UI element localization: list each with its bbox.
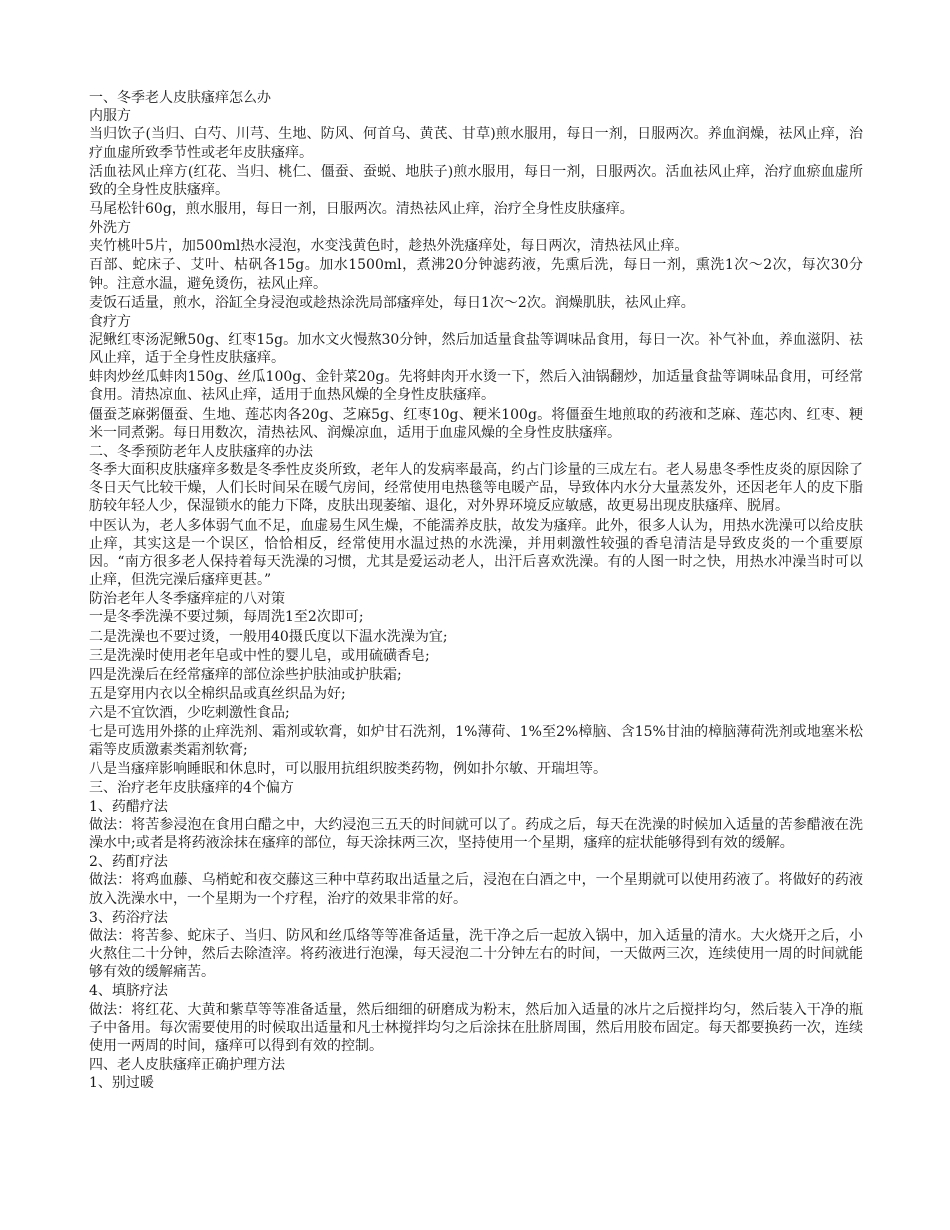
subheading-wine: 2、药酊疗法 [89, 854, 168, 871]
subheading-diet: 食疗方 [89, 313, 131, 330]
paragraph: 做法：将鸡血藤、乌梢蛇和夜交藤这三种中草药取出适量之后，浸泡在白酒之中，一个星期就可以使用药液了。将做好的药液放入洗澡水中，一个星期为一个疗程，治疗的效果非常的好。 [89, 872, 863, 907]
paragraph: 八是当瘙痒影响睡眠和休息时，可以服用抗组织胺类药物，例如扑尔敏、开瑞坦等。 [89, 761, 607, 778]
paragraph: 做法：将苦参、蛇床子、当归、防风和丝瓜络等等准备适量，洗干净之后一起放入锅中，加入适量的清水。大火烧开之后，小火熬住二十分钟，然后去除渣滓。将药液进行泡澡，每天浸泡二十分钟左右的时间，一天做两三次，连续使用一周的时间就能够有效的缓解痛苦。 [89, 927, 863, 981]
paragraph: 马尾松针60g，煎水服用，每日一剂，日服两次。清热祛风止痒，治疗全身性皮肤瘙痒。 [89, 201, 634, 217]
paragraph: 做法：将苦参浸泡在食用白醋之中，大约浸泡三五天的时间就可以了。药成之后，每天在洗澡的时候加入适量的苦参醋液在洗澡水中;或者是将药液涂抹在瘙痒的部位，每天涂抹两三次，坚持使用一个星期，瘙痒的症状能够得到有效的缓解。 [89, 816, 863, 852]
paragraph: 泥鳅红枣汤泥鳅50g、红枣15g。加水文火慢熬30分钟，然后加适量食盐等调味品食用，每日一次。补气补血，养血滋阴、祛风止痒，适于全身性皮肤瘙痒。 [89, 331, 863, 367]
subheading-vinegar: 1、药醋疗法 [89, 798, 168, 815]
paragraph: 冬季大面积皮肤瘙痒多数是冬季性皮炎所致，老年人的发病率最高，约占门诊量的三成左右。老人易患冬季性皮炎的原因除了冬日天气比较干燥，人们长时间呆在暖气房间，经常使用电热毯等电暖产品，导致体内水分大量蒸发外，还因老年人的皮下脂肪较年轻人少，保湿锁水的能力下降，皮肤出现萎缩、退化，对外界环境反应敏感，故更易出现皮肤瘙痒、脱屑。 [89, 462, 863, 515]
paragraph: 中医认为，老人多体弱气血不足，血虚易生风生燥，不能濡养皮肤，故发为瘙痒。此外，很多人认为，用热水洗澡可以给皮肤止痒，其实这是一个误区，恰恰相反，经常使用水温过热的水洗澡，并用刺激性较强的香皂清洁是导致皮炎的一个重要原因。“南方很多老人保持着每天洗澡的习惯，尤其是爱运动老人，出汗后喜欢洗澡。有的人图一时之快，用热水冲澡当时可以止痒，但洗完澡后瘙痒更甚。” [89, 517, 863, 589]
document-page [89, 89, 863, 1092]
paragraph: 百部、蛇床子、艾叶、枯矾各15g。加水1500ml，煮沸20分钟滤药液，先熏后洗，每日一剂，熏洗1次～2次，每次30分钟。注意水温，避免烫伤，祛风止痒。 [89, 257, 863, 292]
subheading-bath: 3、药浴疗法 [89, 909, 168, 926]
paragraph: 麦饭石适量，煎水，浴缸全身浸泡或趁热涂洗局部瘙痒处，每日1次～2次。润燥肌肤，祛风止痒。 [89, 294, 695, 311]
paragraph: 七是可选用外搽的止痒洗剂、霜剂或软膏，如炉甘石洗剂，1%薄荷、1%至2%樟脑、含15%甘油的樟脑薄荷洗剂或地塞米松霜等皮质激素类霜剂软膏; [89, 724, 863, 759]
paragraph: 夹竹桃叶5片，加500ml热水浸泡，水变浅黄色时，趁热外洗瘙痒处，每日两次，清热祛风止痒。 [89, 238, 689, 255]
paragraph: 六是不宜饮酒，少吃刺激性食品; [89, 704, 290, 721]
paragraph: 做法：将红花、大黄和紫草等等准备适量，然后细细的研磨成为粉末，然后加入适量的冰片之后搅拌均匀，然后装入干净的瓶子中备用。每次需要使用的时候取出适量和凡士林搅拌均匀之后涂抹在肚脐周围，然后用胶布固定。每天都要换药一次，连续使用一两周的时间，瘙痒可以得到有效的控制。 [89, 1001, 863, 1054]
paragraph: 僵蚕芝麻粥僵蚕、生地、莲芯肉各20g、芝麻5g、红枣10g、粳米100g。将僵蚕生地煎取的药液和芝麻、莲芯肉、红枣、粳米一同煮粥。每日用数次，清热祛风、润燥凉血，适用于血虚风燥的全身性皮肤瘙痒。 [89, 406, 863, 441]
paragraph: 活血祛风止痒方(红花、当归、桃仁、僵蚕、蚕蜕、地肤子)煎水服用，每日一剂，日服两次。活血祛风止痒，治疗血瘀血虚所致的全身性皮肤瘙痒。 [89, 163, 863, 198]
section-title-4: 四、老人皮肤瘙痒正确护理方法 [89, 1057, 285, 1074]
subheading-internal: 内服方 [89, 108, 131, 125]
subheading-external: 外洗方 [89, 220, 131, 237]
paragraph: 当归饮子(当归、白芍、川芎、生地、防风、何首乌、黄芪、甘草)煎水服用，每日一剂，日服两次。养血润燥，祛风止痒，治疗血虚所致季节性或老年皮肤瘙痒。 [89, 126, 863, 161]
section-title-2: 二、冬季预防老年人皮肤瘙痒的办法 [89, 443, 313, 460]
subheading-navel: 4、填脐疗法 [89, 983, 168, 1000]
paragraph: 二是洗澡也不要过烫，一般用40摄氏度以下温水洗澡为宜; [89, 628, 448, 645]
paragraph: 一是冬季洗澡不要过频，每周洗1至2次即可; [89, 609, 364, 626]
subheading-eight-tips: 防治老年人冬季瘙痒症的八对策 [89, 591, 285, 608]
section-title-3: 三、治疗老年皮肤瘙痒的4个偏方 [89, 780, 294, 797]
paragraph: 蚌肉炒丝瓜蚌肉150g、丝瓜100g、金针菜20g。先将蚌肉开水烫一下，然后入油锅翻炒，加适量食盐等调味品食用，可经常食用。清热凉血、祛风止痒，适用于血热风燥的全身性皮肤瘙痒。 [89, 369, 863, 404]
paragraph: 三是洗澡时使用老年皂或中性的婴儿皂，或用硫磺香皂; [89, 647, 430, 664]
paragraph: 五是穿用内衣以全棉织品或真丝织品为好; [89, 685, 346, 702]
paragraph: 四是洗澡后在经常瘙痒的部位涂些护肤油或护肤霜; [89, 666, 402, 683]
subheading-warmth: 1、别过暖 [89, 1075, 154, 1092]
section-title-1: 一、冬季老人皮肤瘙痒怎么办 [89, 90, 271, 106]
